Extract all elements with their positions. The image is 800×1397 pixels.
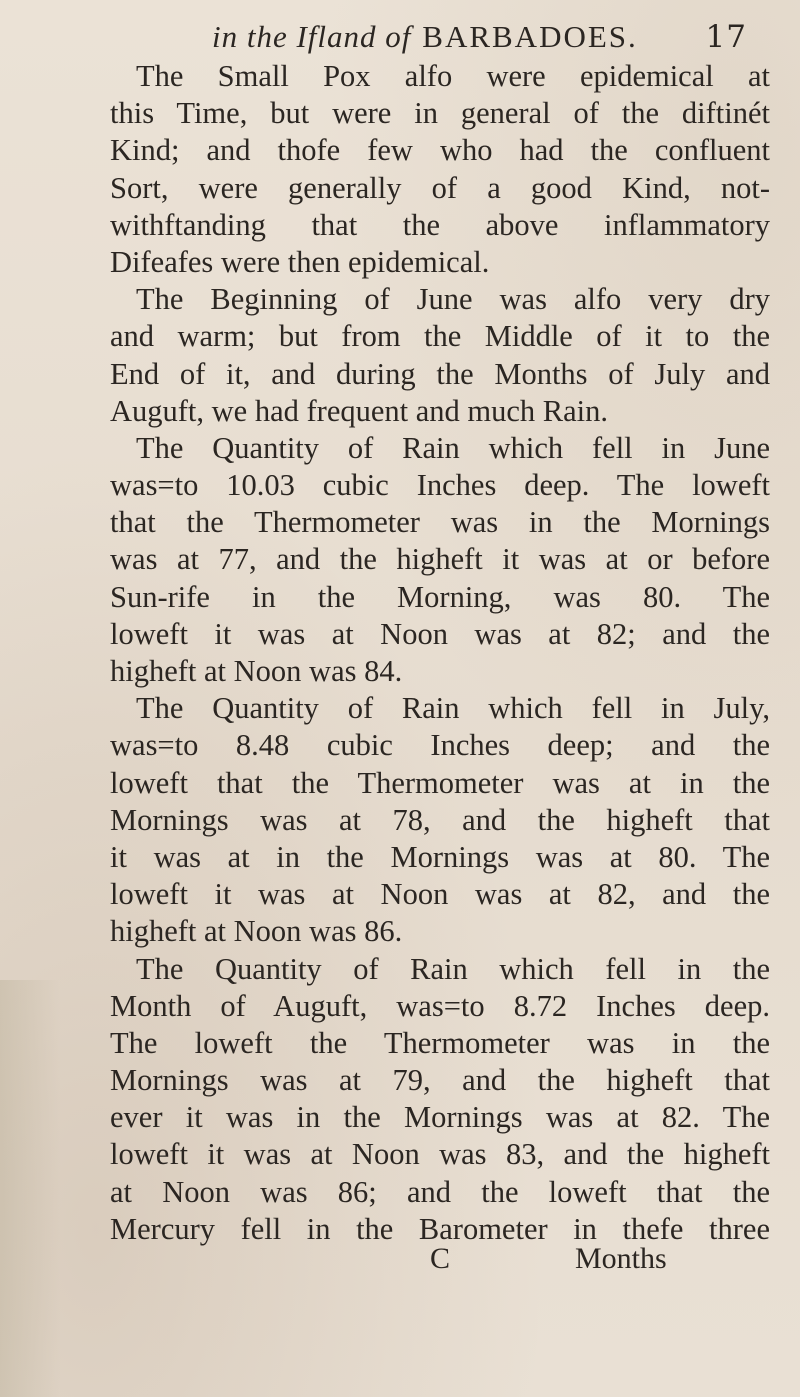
signature-mark: C — [430, 1242, 451, 1275]
body-text — [110, 58, 770, 1248]
text-line: was=to 10.03 cubic Inches deep. The loweft — [110, 468, 770, 503]
text-line: Mornings was at 79, and the higheft that — [110, 1063, 770, 1098]
text-line: Month of Auguft, was=to 8.72 Inches deep. — [110, 988, 770, 1023]
text-line: withftanding that the above inflammatory — [110, 207, 770, 242]
catchword: Months — [575, 1242, 667, 1275]
page-number: 17 — [705, 19, 747, 55]
text-line: was=to 8.48 cubic Inches deep; and the — [110, 728, 770, 763]
text-line: The loweft the Thermometer was in the — [110, 1025, 770, 1060]
text-line: and warm; but from the Middle of it to the — [110, 319, 770, 354]
text-line: Mercury fell in the Barometer in thefe three — [110, 1211, 770, 1246]
running-head-place: BARBADOES. — [422, 19, 638, 54]
text-line: The Quantity of Rain which fell in July, — [136, 691, 770, 726]
page-stain — [0, 980, 60, 1397]
text-line: higheft at Noon was 86. — [110, 914, 403, 949]
text-line: it was at in the Mornings was at 80. The — [110, 839, 770, 874]
text-line: End of it, and during the Months of July and — [110, 356, 770, 391]
text-line: loweft it was at Noon was 83, and the higheft — [110, 1137, 770, 1172]
text-line: The Quantity of Rain which fell in June — [136, 430, 770, 465]
text-line: The Quantity of Rain which fell in the — [136, 951, 770, 986]
text-line: The Small Pox alfo were epidemical at — [136, 59, 770, 93]
text-line: loweft it was at Noon was at 82, and the — [110, 877, 770, 912]
text-line: loweft that the Thermometer was at in the — [110, 765, 770, 800]
running-head-prefix: in the Ifland of — [212, 19, 412, 54]
text-line: Sort, were generally of a good Kind, not- — [110, 170, 770, 205]
text-line: The Beginning of June was alfo very dry — [136, 282, 770, 317]
text-line: was at 77, and the higheft it was at or before — [110, 542, 770, 577]
text-line: Difeafes were then epidemical. — [110, 244, 490, 279]
text-line: Mornings was at 78, and the higheft that — [110, 802, 770, 837]
text-line: that the Thermometer was in the Mornings — [110, 505, 770, 540]
text-line: this Time, but were in general of the diftinét — [110, 96, 770, 131]
text-line: Auguft, we had frequent and much Rain. — [110, 393, 609, 428]
text-line: ever it was in the Mornings was at 82. The — [110, 1100, 770, 1135]
text-line: Kind; and thofe few who had the confluent — [110, 133, 770, 168]
running-head — [212, 18, 747, 56]
text-line: loweft it was at Noon was at 82; and the — [110, 616, 770, 651]
text-line: at Noon was 86; and the loweft that the — [110, 1174, 770, 1209]
text-line: Sun-rife in the Morning, was 80. The — [110, 579, 770, 614]
text-line: higheft at Noon was 84. — [110, 654, 403, 688]
